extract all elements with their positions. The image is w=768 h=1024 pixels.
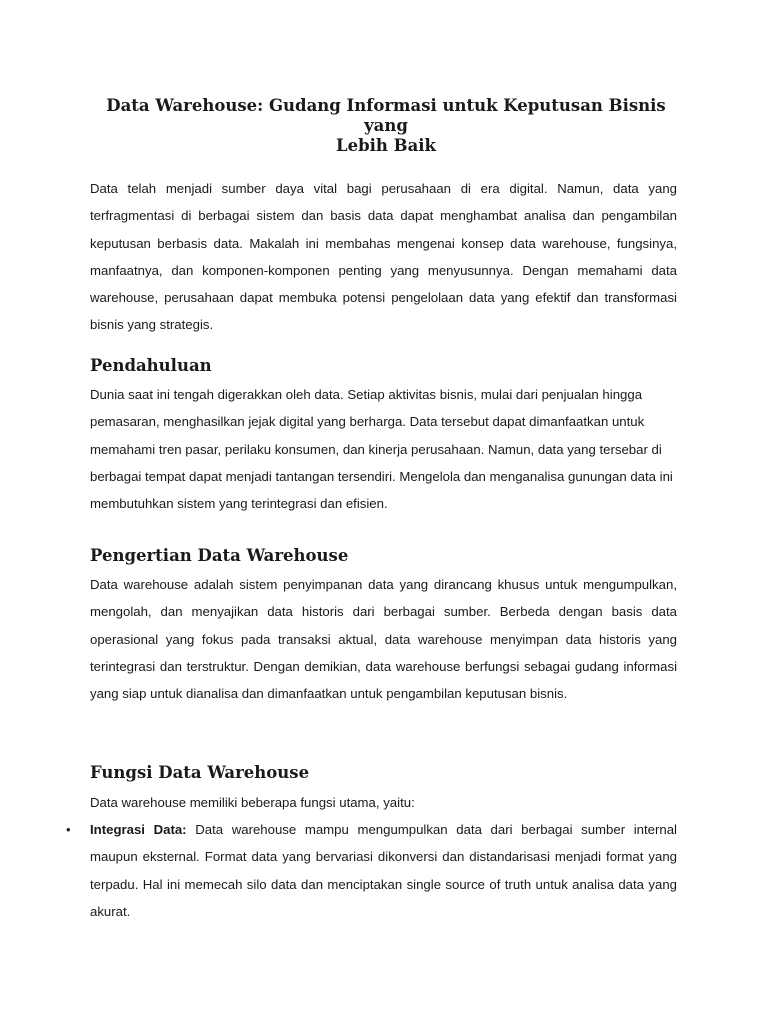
document-title-continued: Lebih Baik [336,136,436,155]
section-body-fungsi: Data warehouse memiliki beberapa fungsi utama, yaitu: [90,795,415,810]
section-heading-fungsi: Fungsi Data Warehouse [90,763,310,782]
section-heading-pendahuluan: Pendahuluan [90,356,212,375]
list-item-integrasi-data [90,816,677,925]
list-bullet-icon: • [66,822,71,837]
intro-paragraph: Data telah menjadi sumber daya vital bagi perusahaan di era digital. Namun, data yang terfragmentasi di berbagai sistem dan basis data dapat menghambat analisa dan pengambilan keputusan berbasis data. Makalah ini membahas mengenai konsep data warehouse, fungsinya, manfaatnya, dan komponen-komponen penting yang menyusunnya. Dengan memahami data warehouse, perusahaan dapat membuka potensi pengelolaan data yang efektif dan transformasi bisnis yang strategis. [90,181,677,333]
section-body-pengertian: Data warehouse adalah sistem penyimpanan data yang dirancang khusus untuk mengumpulkan, mengolah, dan menyajikan data historis dari berbagai sumber. Berbeda dengan basis data operasional yang fokus pada transaksi aktual, data warehouse menyimpan data historis yang terintegrasi dan terstruktur. Dengan demikian, data warehouse berfungsi sebagai gudang informasi yang siap untuk dianalisa dan dimanfaatkan untuk pengambilan keputusan bisnis. [90,577,677,702]
list-item-text: Data warehouse mampu mengumpulkan data dari berbagai sumber internal maupun eksternal. Format data yang bervariasi dikonversi dan distandarisasi menjadi format yang terpadu. Hal ini memecah silo data dan menciptakan single source of truth untuk analisa data yang akurat. [90,822,677,919]
section-body-pendahuluan: Dunia saat ini tengah digerakkan oleh data. Setiap aktivitas bisnis, mulai dari penjualan hingga pemasaran, menghasilkan jejak digital yang berharga. Data tersebut dapat dimanfaatkan untuk memahami tren pasar, perilaku konsumen, dan kinerja perusahaan. Namun, data yang tersebar di berbagai tempat dapat menjadi tantangan tersendiri. Mengelola dan menganalisa gunungan data ini membutuhkan sistem yang terintegrasi dan efisien. [90,387,673,512]
section-heading-pengertian: Pengertian Data Warehouse [90,546,349,565]
document-title: Data Warehouse: Gudang Informasi untuk Keputusan Bisnis yang [106,96,666,135]
list-item-lead: Integrasi Data: [90,822,187,837]
